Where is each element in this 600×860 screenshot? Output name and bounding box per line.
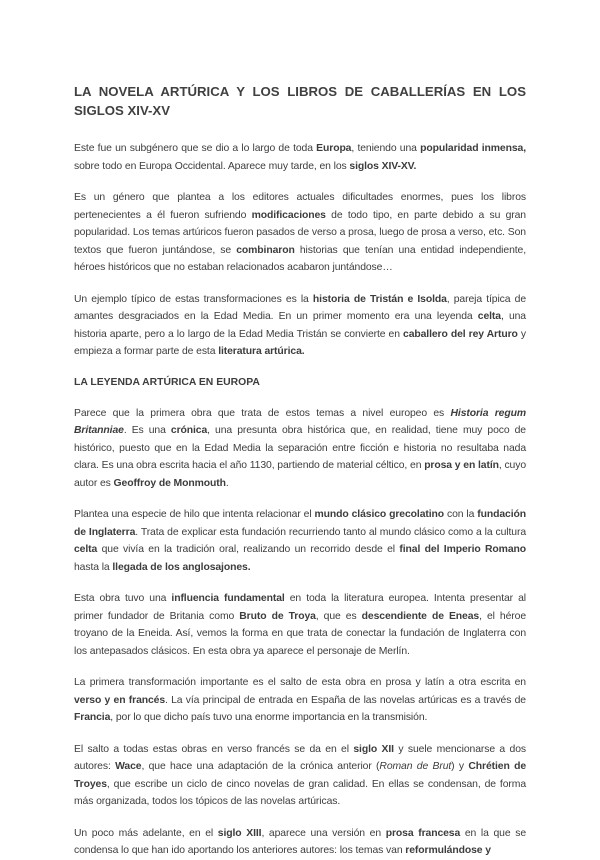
text-run: , pareja típica de amantes desgraciados en la Edad Media. En un primer momento era una leyenda (74, 293, 526, 322)
emphasis-text: Wace (115, 761, 142, 772)
emphasis-text: final del Imperio Romano (399, 544, 526, 555)
text-run: , aparece una versión en (261, 827, 386, 839)
emphasis-text: Chrétien de Troyes (74, 761, 526, 790)
emphasis-text: Europa (316, 143, 352, 154)
paragraph (74, 291, 526, 361)
emphasis-text: Francia (74, 712, 111, 723)
emphasis-text: celta (74, 544, 98, 555)
section-heading: LA LEYENDA ARTÚRICA EN EUROPA (74, 376, 260, 388)
emphasis-text: siglos XIV-XV. (349, 160, 417, 172)
paragraph (74, 741, 526, 811)
paragraph (74, 825, 526, 860)
text-run: Un poco más adelante, en el (74, 827, 218, 839)
emphasis-text: celta (477, 311, 501, 322)
emphasis-text: historia de Tristán e Isolda (312, 293, 447, 305)
text-run: , una presunta obra histórica que, en realidad, tiene muy poco de histórico, puesto que en la Edad Media la separación entre ficción e historia no resultaba nada clara. Es una obra escrita hacia el año 1130, partiendo de material céltico, en (74, 425, 526, 471)
emphasis-text: mundo clásico grecolatino (314, 509, 445, 520)
text-run: que vivía en la tradición oral, realizando un recorrido desde el (97, 544, 400, 555)
emphasis-text: llegada de los anglosajones. (112, 561, 251, 573)
emphasis-text: modificaciones (251, 209, 326, 221)
text-run: Es un género que plantea a los editores actuales dificultades enormes, pues los libros pertenecientes a él fueron sufriendo (74, 192, 526, 221)
text-run: en toda la literatura europea. Intenta presentar al primer fundador de Britania como (74, 593, 527, 622)
paragraph (74, 140, 526, 175)
text-run: , que hace una adaptación de la crónica anterior ( (141, 761, 380, 772)
text-run: Parece que la primera obra que trata de estos temas a nivel europeo es (74, 407, 451, 419)
emphasis-text: fundación de Inglaterra (74, 509, 527, 538)
text-run: sobre todo en Europa Occidental. Aparece muy tarde, en los (74, 160, 350, 172)
legend-section (74, 405, 526, 860)
text-run: , teniendo una (351, 143, 421, 154)
text-run: Plantea una especie de hilo que intenta relacionar el (74, 509, 315, 520)
emphasis-text: siglo XII (353, 743, 394, 755)
text-run: en la que se condensa lo que han ido aportando los anteriores autores: los temas van (74, 827, 526, 856)
text-run: ) y (451, 761, 469, 772)
text-run: , que escribe un ciclo de cinco novelas de gran calidad. En ellas se condensan, de forma más organizada, todos los tópicos de las novelas artúricas. (74, 778, 526, 807)
text-run: , el héroe troyano de la Eneida. Así, vemos la forma en que trata de conectar la fundación de Inglaterra con los antepasados clásicos. En esta obra ya aparece el personaje de Merlín. (74, 610, 526, 657)
text-run: , que es (315, 610, 362, 622)
intro-section (74, 140, 526, 361)
text-run: El salto a todas estas obras en verso francés se da en el (74, 743, 354, 755)
emphasis-text: influencia fundamental (171, 593, 285, 604)
emphasis-text: Geoffroy de Monmouth (113, 477, 226, 489)
text-run: Roman de Brut (379, 761, 452, 772)
paragraph (74, 189, 526, 277)
paragraph (74, 506, 526, 576)
emphasis-text: descendiente de Eneas (361, 610, 480, 622)
emphasis-text: Bruto de Troya (239, 610, 316, 622)
text-run: hasta la (74, 561, 113, 573)
paragraph (74, 674, 526, 727)
text-run: y empieza a formar parte de esta (74, 328, 526, 357)
emphasis-text: Historia regum Britanniae (74, 407, 526, 436)
text-run: de todo tipo, en parte debido a su gran popularidad. Los temas artúricos fueron pasados de verso a prosa, luego de prosa a verso, etc. Son textos que fueron juntándose, se (74, 209, 526, 256)
text-run: . La vía principal de entrada en España de las novelas artúricas es a través de (165, 694, 526, 706)
document-title: LA NOVELA ARTÚRICA Y LOS LIBROS DE CABALLERÍAS EN LOS SIGLOS XIV-XV (74, 84, 526, 118)
text-run: Esta obra tuvo una (74, 593, 172, 604)
emphasis-text: reformulándose y (405, 845, 491, 856)
text-run: con la (444, 509, 478, 520)
text-run: , por lo que dicho país tuvo una enorme importancia en la transmisión. (110, 712, 428, 723)
text-run: y suele mencionarse a dos autores: (74, 743, 526, 772)
text-run: historias que tenían una entidad independiente, héroes históricos que no estaban relacionados acabaron juntándose… (74, 244, 526, 273)
emphasis-text: caballero del rey Arturo (403, 328, 518, 340)
text-run: La primera transformación importante es el salto de esta obra en prosa y latín a otra escrita en (74, 677, 526, 688)
emphasis-text: popularidad inmensa, (420, 143, 526, 154)
paragraph (74, 590, 526, 660)
emphasis-text: verso y en francés (74, 694, 166, 706)
text-run: Un ejemplo típico de estas transformaciones es la (74, 293, 313, 305)
text-run: Este fue un subgénero que se dio a lo largo de toda (74, 143, 317, 154)
text-run: . (225, 477, 229, 489)
emphasis-text: siglo XIII (217, 827, 262, 839)
text-run: , una historia aparte, pero a lo largo de la Edad Media Tristán se convierte en (74, 311, 526, 340)
emphasis-text: prosa y en latín (424, 460, 499, 471)
text-run: , cuyo autor es (74, 460, 527, 489)
emphasis-text: prosa francesa (385, 827, 461, 839)
text-run: . Es una (123, 425, 171, 436)
paragraph (74, 405, 526, 493)
emphasis-text: crónica (170, 425, 208, 436)
emphasis-text: literatura artúrica. (218, 346, 305, 357)
text-run: . Trata de explicar esta fundación recurriendo tanto al mundo clásico como a la cultura (135, 526, 526, 538)
emphasis-text: combinaron (236, 244, 295, 256)
